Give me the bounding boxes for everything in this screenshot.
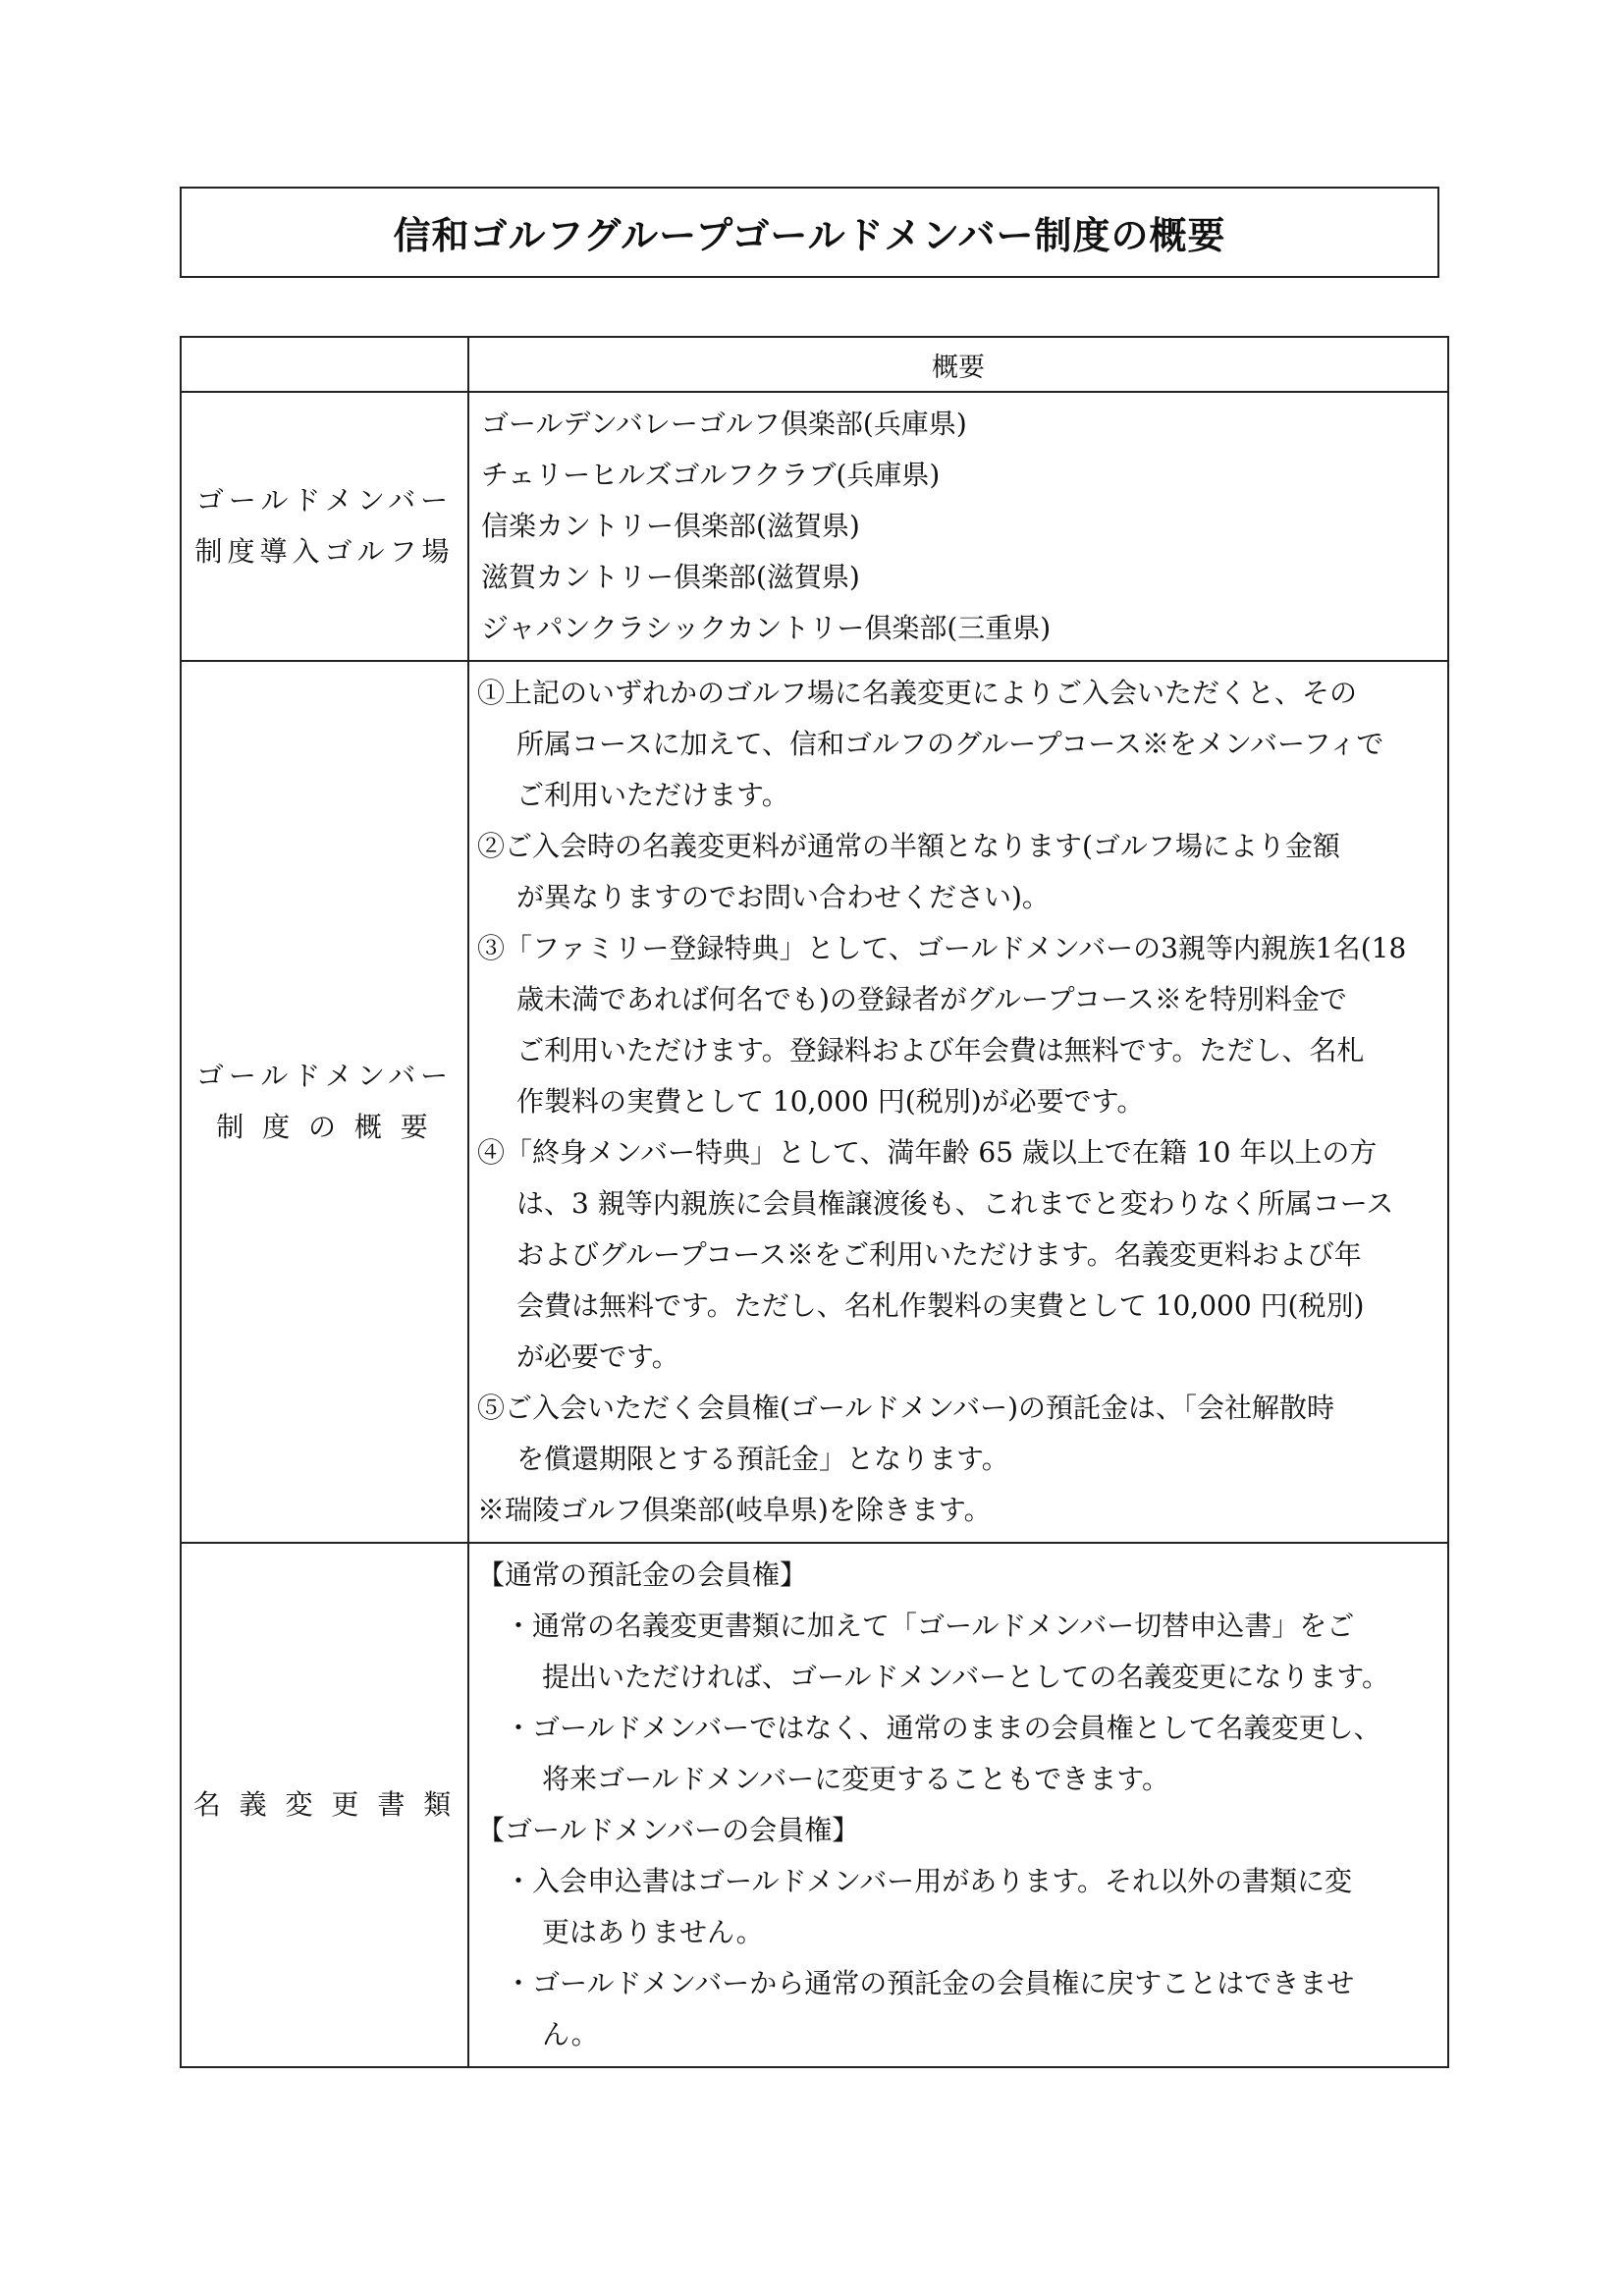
bullet-text: 入会申込書はゴールドメンバー用があります。それ以外の書類に変 (532, 1865, 1352, 1897)
table-row-venues (181, 392, 1448, 661)
row-label-line: ゴールドメンバー (195, 1060, 454, 1092)
item-line: 作製料の実費として 10,000 円(税別)が必要です。 (516, 1085, 1145, 1118)
overview-item-2 (477, 821, 1447, 923)
row-label-documents (181, 1543, 468, 2067)
item-line: を償還期限とする預託金」となります。 (516, 1443, 1009, 1475)
venue-item: 信楽カントリー倶楽部(滋賀県) (481, 510, 860, 542)
header-blank-cell (181, 337, 468, 392)
title-box (180, 187, 1439, 278)
item-line: は、3 親等内親族に会員権譲渡後も、これまでと変わりなく所属コース (516, 1187, 1394, 1220)
bullet-item (477, 1958, 1447, 2009)
item-line: 所属コースに加えて、信和ゴルフのグループコース※をメンバーフィで (516, 728, 1384, 760)
item-line: が必要です。 (516, 1340, 679, 1373)
bullet-mark: ・ (505, 1610, 533, 1642)
header-overview: 概要 (468, 337, 1448, 392)
documents-content (468, 1543, 1448, 2067)
overview-item-5 (477, 1383, 1447, 1485)
row-label-venues (181, 392, 468, 661)
venue-list (468, 392, 1448, 661)
bullet-mark: ・ (505, 1967, 533, 1999)
bullet-line: 提出いただければ、ゴールドメンバーとしての名義変更になります。 (542, 1661, 1389, 1693)
item-line: ③「ファミリー登録特典」として、ゴールドメンバーの3親等内親族1名(18 (477, 932, 1407, 964)
item-line: ④「終身メンバー特典」として、満年齢 65 歳以上で在籍 10 年以上の方 (477, 1136, 1378, 1169)
row-label-line: 名 義 変 更 書 類 (192, 1788, 457, 1821)
overview-table (180, 336, 1449, 2068)
overview-items (468, 661, 1448, 1543)
table-row-documents (181, 1543, 1448, 2067)
row-label-overview (181, 661, 468, 1543)
bullet-mark: ・ (505, 1712, 533, 1744)
row-label-line: 制 度 の 概 要 (216, 1111, 433, 1143)
item-line: が異なりますのでお問い合わせください)。 (516, 881, 1050, 913)
item-line: ①上記のいずれかのゴルフ場に名義変更によりご入会いただくと、その (477, 677, 1358, 709)
item-line: ご利用いただけます。登録料および年会費は無料です。ただし、名札 (516, 1034, 1365, 1066)
row-label-line: ゴールドメンバー (195, 484, 454, 517)
bullet-line: 将来ゴールドメンバーに変更することもできます。 (542, 1763, 1169, 1795)
item-line: ご利用いただけます。 (516, 779, 789, 811)
bullet-text: ゴールドメンバーではなく、通常のままの会員権として名義変更し、 (532, 1712, 1381, 1744)
bullet-item (477, 1703, 1447, 1754)
item-line: 会費は無料です。ただし、名札作製料の実費として 10,000 円(税別) (516, 1289, 1365, 1322)
bullet-item (477, 1601, 1447, 1652)
section-heading: 【ゴールドメンバーの会員権】 (477, 1814, 860, 1846)
bullet-line: ん。 (542, 2018, 599, 2050)
bullet-text: ゴールドメンバーから通常の預託金の会員権に戻すことはできませ (532, 1967, 1355, 1999)
item-line: およびグループコース※をご利用いただけます。名義変更料および年 (516, 1238, 1362, 1271)
table-header-row (181, 337, 1448, 392)
table-row-overview (181, 661, 1448, 1543)
item-line: ②ご入会時の名義変更料が通常の半額となります(ゴルフ場により金額 (477, 830, 1340, 862)
venue-item: 滋賀カントリー倶楽部(滋賀県) (481, 561, 860, 593)
overview-item-4 (477, 1127, 1447, 1383)
footnote: ※瑞陵ゴルフ倶楽部(岐阜県)を除きます。 (477, 1494, 992, 1526)
item-line: ⑤ご入会いただく会員権(ゴールドメンバー)の預託金は、「会社解散時 (477, 1392, 1335, 1424)
bullet-mark: ・ (505, 1865, 533, 1897)
venue-item: ゴールデンバレーゴルフ倶楽部(兵庫県) (481, 408, 967, 440)
bullet-text: 通常の名義変更書類に加えて「ゴールドメンバー切替申込書」をご (532, 1610, 1355, 1642)
page-title: 信和ゴルフグループゴールドメンバー制度の概要 (393, 214, 1226, 257)
bullet-item (477, 1856, 1447, 1907)
item-line: 歳未満であれば何名でも)の登録者がグループコース※を特別料金で (516, 983, 1347, 1015)
overview-item-3 (477, 923, 1447, 1127)
venue-item: チェリーヒルズゴルフクラブ(兵庫県) (481, 459, 941, 491)
venue-item: ジャパンクラシックカントリー倶楽部(三重県) (481, 612, 1052, 644)
row-label-line: 制度導入ゴルフ場 (194, 535, 455, 568)
section-heading: 【通常の預託金の会員権】 (477, 1558, 808, 1591)
bullet-line: 更はありません。 (542, 1916, 764, 1948)
overview-item-1 (477, 668, 1447, 821)
